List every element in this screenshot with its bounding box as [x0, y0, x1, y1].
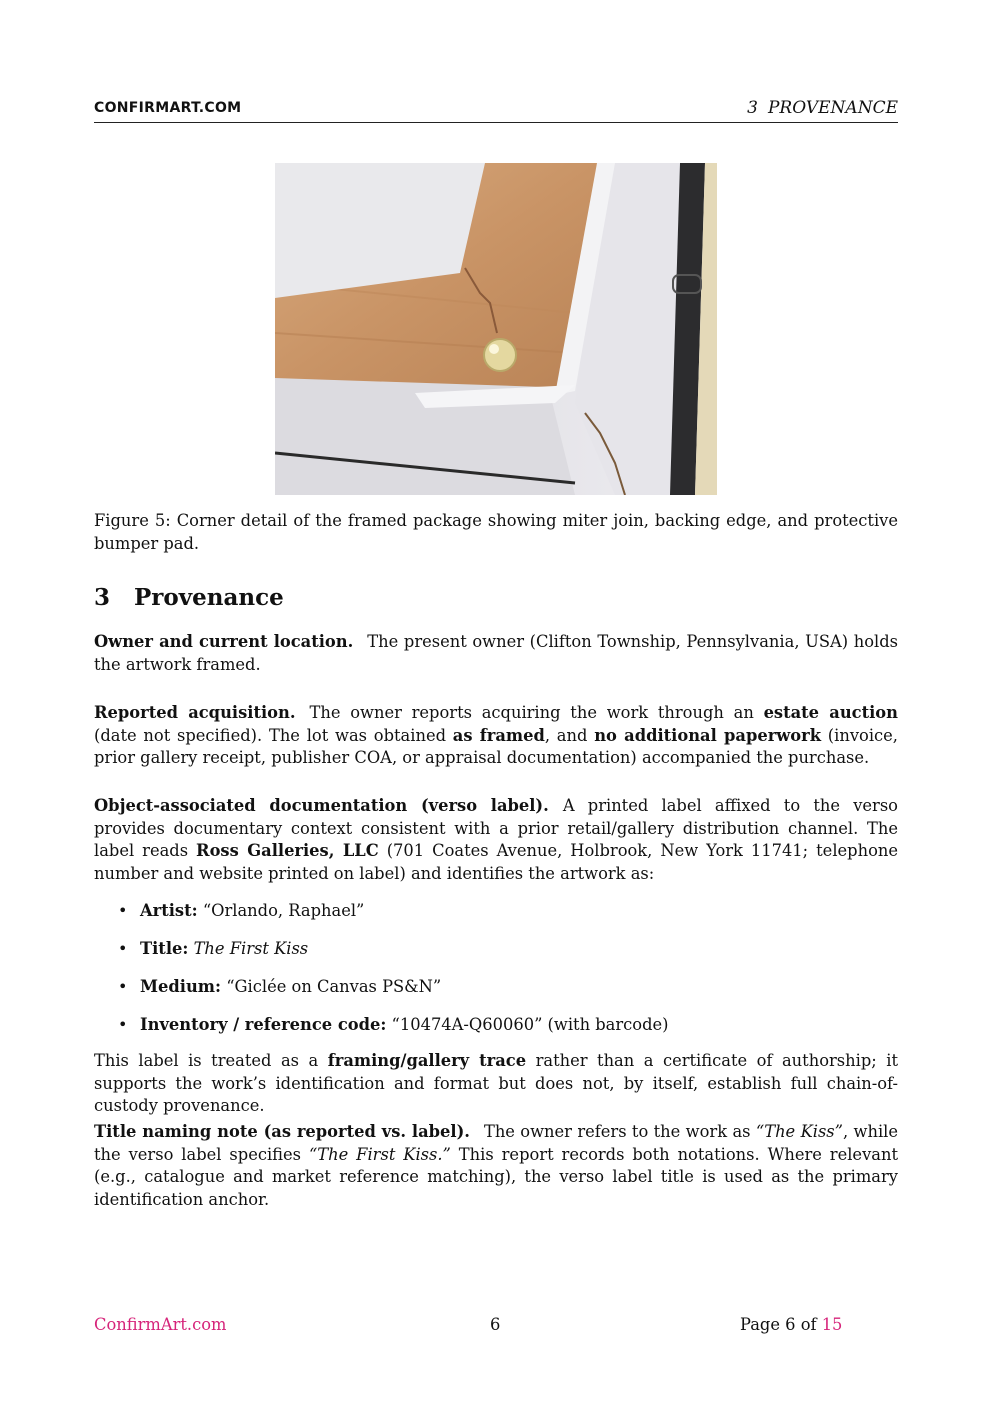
acquisition-text-2: (date not specified). The lot was obtained — [94, 725, 453, 745]
owner-title: “The Kiss” — [755, 1122, 843, 1141]
naming-heading: Title naming note (as reported vs. label). — [94, 1122, 470, 1141]
list-item — [94, 976, 898, 1014]
acquisition-paragraph — [94, 702, 898, 770]
treatment-paragraph — [94, 1050, 898, 1118]
item-label: Artist: — [140, 901, 198, 920]
treatment-text-1: This label is treated as a — [94, 1051, 328, 1070]
acquisition-text-3: , and — [544, 725, 595, 745]
list-item — [94, 938, 898, 976]
item-value: “Orlando, Raphael” — [202, 901, 365, 920]
acquisition-text-1: The owner reports acquiring the work through an — [309, 703, 764, 722]
naming-text-2: , while the verso label specifies — [94, 1122, 899, 1164]
running-section-number: 3 — [747, 98, 758, 118]
acquisition-emphasis-2: as framed — [452, 725, 545, 745]
gallery-name: Ross Galleries, LLC — [196, 841, 379, 860]
documentation-paragraph — [94, 795, 898, 885]
footer-site-link[interactable]: ConfirmArt.com — [94, 1315, 227, 1334]
treatment-emphasis: framing/gallery trace — [327, 1051, 527, 1070]
section-title: Provenance — [134, 584, 284, 611]
owner-heading: Owner and current location. — [94, 632, 354, 651]
section-heading — [94, 584, 284, 611]
label-items-list — [94, 900, 898, 1052]
running-section-title — [747, 98, 898, 118]
acquisition-emphasis-1: estate auction — [763, 703, 898, 722]
footer-page-number: 6 — [490, 1315, 501, 1334]
naming-text-1: The owner refers to the work as — [483, 1122, 756, 1141]
documentation-text-1: A printed label affixed to the verso provides documentary context consistent with a prior retail/gallery distribution channel. The label reads — [94, 796, 898, 860]
page-total-link[interactable]: 15 — [821, 1315, 843, 1334]
documentation-text-2: (701 Coates Avenue, Holbrook, New York 11741; telephone number and website printed on label) and identifies the artwork as: — [94, 841, 898, 883]
list-item — [94, 900, 898, 938]
treatment-text-2: rather than a certificate of authorship; it supports the work’s identification and format but does not, by itself, establish full chain-of-custody provenance. — [94, 1051, 898, 1115]
confirmart-logo: CONFIRMART.COM — [94, 100, 242, 116]
running-header — [94, 98, 898, 123]
naming-note-paragraph — [94, 1121, 898, 1211]
footer-page-count — [740, 1315, 842, 1334]
running-section-name: PROVENANCE — [767, 98, 898, 118]
item-value: “Giclée on Canvas PS&N” — [226, 977, 442, 996]
list-item — [94, 1014, 898, 1052]
documentation-heading: Object-associated documentation (verso label). — [94, 796, 549, 815]
item-label: Medium: — [140, 977, 222, 996]
acquisition-emphasis-3: no additional paperwork — [594, 725, 822, 745]
frame-corner-photo — [275, 163, 717, 495]
acquisition-text-4: (invoice, prior gallery receipt, publisher COA, or appraisal documentation) accompanied the purchase. — [94, 725, 898, 767]
page-prefix: Page 6 of — [740, 1315, 822, 1334]
owner-paragraph — [94, 631, 898, 676]
item-value: “10474A-Q60060” (with barcode) — [391, 1015, 669, 1034]
section-number: 3 — [94, 584, 111, 611]
naming-text-3: This report records both notations. Where relevant (e.g., catalogue and market reference matching), the verso label title is used as the primary identification anchor. — [94, 1144, 899, 1209]
label-title: “The First Kiss.” — [308, 1144, 451, 1164]
item-value: The First Kiss — [193, 939, 309, 958]
acquisition-heading: Reported acquisition. — [94, 703, 296, 722]
figure-caption: Figure 5: Corner detail of the framed package showing miter join, backing edge, and protective bumper pad. — [94, 511, 898, 553]
item-label: Inventory / reference code: — [140, 1015, 387, 1034]
item-label: Title: — [140, 939, 189, 958]
owner-text: The present owner (Clifton Township, Pennsylvania, USA) holds the artwork framed. — [94, 632, 898, 674]
